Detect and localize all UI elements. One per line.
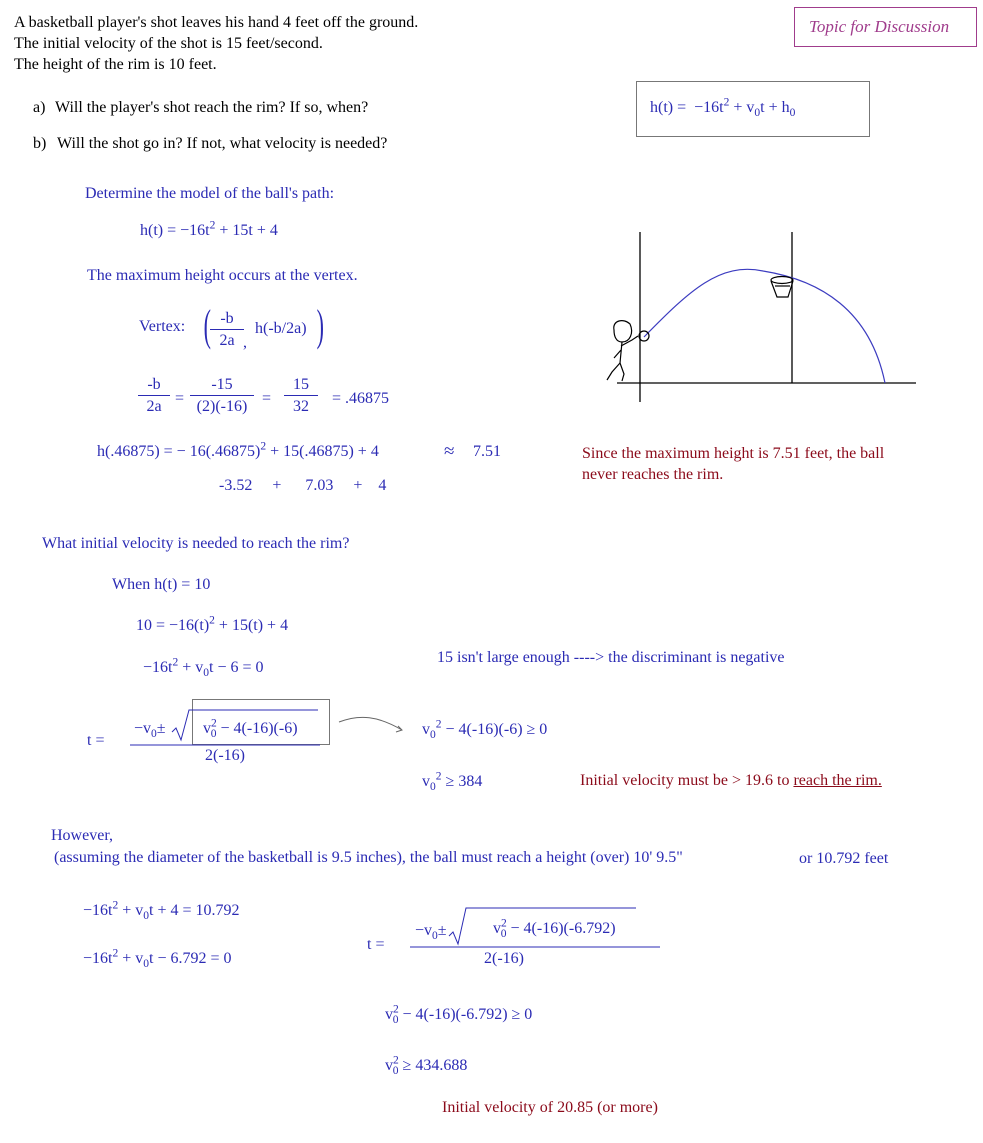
equals-1: =	[175, 390, 185, 407]
discriminant-inequality-2: $v_0^2 \ge 384$	[422, 770, 483, 794]
velocity-question: What initial velocity is needed to reach the rim?	[42, 535, 350, 552]
conclusion-line-1: Since the maximum height is 7.51 feet, the ball	[582, 445, 885, 462]
radicand-1: $v^2_0 - 4(-16)(-6)$	[203, 717, 298, 741]
max-height-terms: -3.52 + 7.03 + 4	[219, 477, 387, 494]
rim-equation-standard: $-16t^2 + v_0t - 6 = 0$	[143, 656, 264, 680]
question-a-text: Will the player's shot reach the rim? If so, when?	[55, 99, 369, 116]
vertex-right-paren: )	[316, 301, 324, 350]
problem-line-2: The initial velocity of the shot is 15 feet/second.	[14, 35, 323, 52]
approx-symbol: ≈	[444, 441, 455, 462]
quadratic-numerator-2: $-v_0\pm$	[415, 922, 447, 943]
vertex-left-paren: (	[203, 301, 211, 350]
discriminant-note: 15 isn't large enough ----> the discriminant is negative	[437, 649, 785, 666]
rim-equation-2: $-16t^2 + v_0t + 4 = 10.792$	[83, 899, 240, 923]
vertex-comma: ,	[243, 334, 247, 351]
t-label-1: t =	[87, 732, 105, 749]
however-label: However,	[51, 827, 113, 844]
fraction-neg15: -15 (2)(-16)	[190, 377, 254, 415]
quadratic-denominator-1: 2(-16)	[205, 747, 245, 764]
height-in-feet: or 10.792 feet	[799, 850, 889, 867]
final-answer: Initial velocity of 20.85 (or more)	[442, 1099, 658, 1116]
max-height-value: 7.51	[473, 443, 501, 460]
velocity-requirement: Initial velocity must be > 19.6 to reach the rim.	[580, 772, 882, 789]
vertex-fraction: -b 2a	[210, 311, 244, 349]
discriminant-inequality-3: $v^2_0 - 4(-16)(-6.792) \ge 0$	[385, 1003, 533, 1027]
vertex-h: h(-b/2a)	[255, 320, 307, 337]
diameter-assumption: (assuming the diameter of the basketball is 9.5 inches), the ball must reach a height (over) 10' 9.5"	[54, 849, 683, 866]
rim-equation-2-standard: $-16t^2 + v_0t - 6.792 = 0$	[83, 947, 232, 971]
question-a-label: a)	[33, 99, 46, 116]
model-heading: Determine the model of the ball's path:	[85, 185, 335, 202]
fraction-neg-b-over-2a: -b 2a	[138, 377, 170, 415]
t-label-2: t =	[367, 936, 385, 953]
problem-line-3: The height of the rim is 10 feet.	[14, 56, 217, 73]
when-condition: When h(t) = 10	[112, 576, 211, 593]
topic-label: Topic for Discussion	[809, 17, 950, 36]
discriminant-inequality-1: $v_0^2 - 4(-16)(-6) \ge 0$	[422, 718, 548, 742]
fraction-15-over-32: 15 32	[284, 377, 318, 415]
discriminant-inequality-4: $v^2_0 \ge 434.688$	[385, 1054, 468, 1078]
vertex-note: The maximum height occurs at the vertex.	[87, 267, 358, 284]
conclusion-line-2: never reaches the rim.	[582, 466, 724, 483]
problem-line-1: A basketball player's shot leaves his hand 4 feet off the ground.	[14, 14, 419, 31]
vertex-x-value: = .46875	[332, 390, 390, 407]
general-height-formula: $h(t) = -16t^2 + v_0t + h_0$	[650, 96, 796, 120]
model-equation: $h(t) = -16t^2 + 15t + 4$	[140, 219, 278, 239]
quadratic-numerator-1: $-v_0\pm$	[134, 720, 166, 741]
equals-2: =	[262, 390, 272, 407]
max-height-calc: h(.46875) = − $16(.46875)^2 + 15(.46875) + 4$	[97, 440, 379, 460]
quadratic-denominator-2: 2(-16)	[484, 950, 524, 967]
radicand-2: $v^2_0 - 4(-16)(-6.792)$	[493, 917, 616, 941]
question-b-label: b)	[33, 135, 47, 152]
rim-equation: $10 = -16(t)^2 + 15(t) + 4$	[136, 614, 289, 634]
vertex-label: Vertex:	[139, 318, 186, 335]
question-b-text: Will the shot go in? If not, what velocity is needed?	[57, 135, 388, 152]
